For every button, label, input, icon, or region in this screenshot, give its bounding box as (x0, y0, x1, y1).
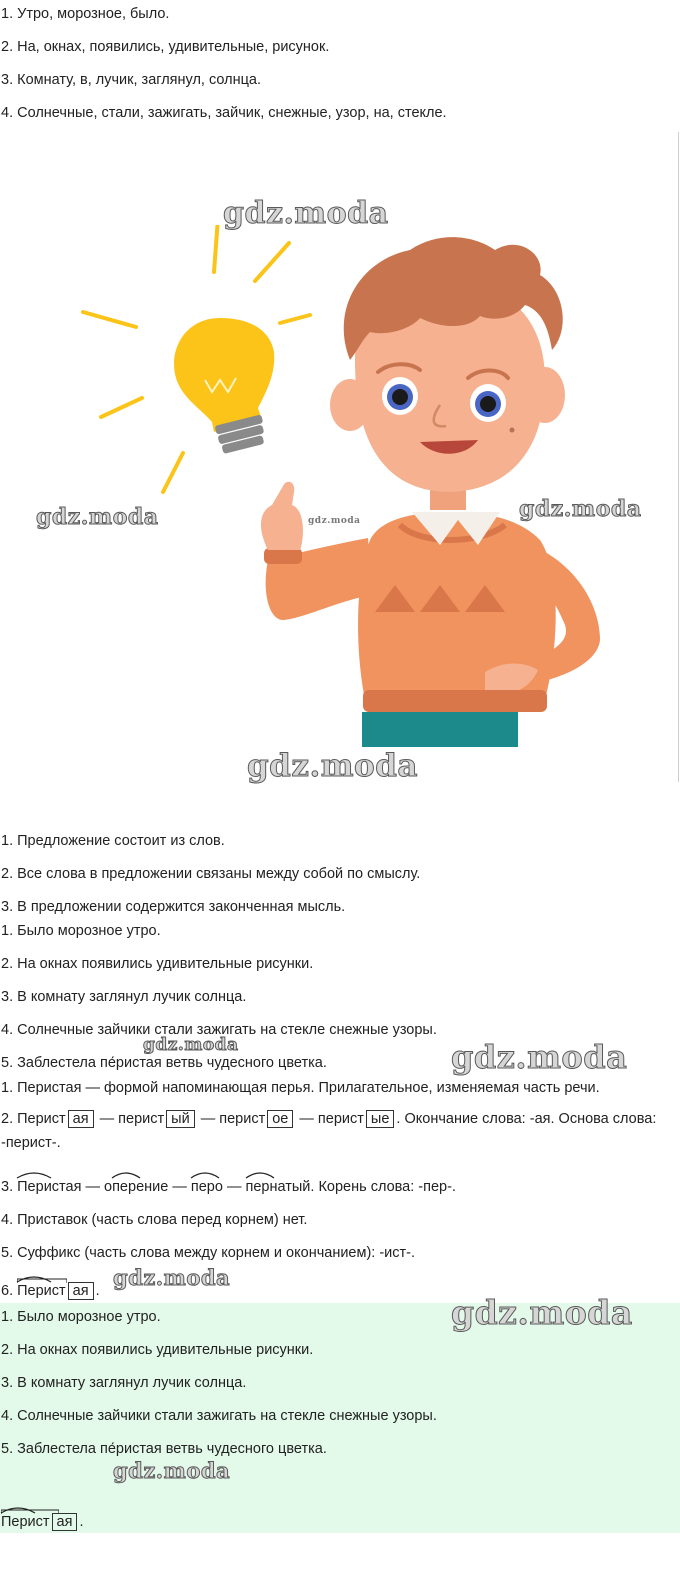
right-border-line (678, 132, 679, 782)
ending-box: ая (68, 1282, 94, 1300)
analysis-line-endings: 2. Перист ая — перист ый — перист ое — перист ые . Окончание слова: -ая. Основа слова: -перист-. (1, 1111, 657, 1151)
lightbulb-icon (174, 318, 274, 432)
analysis-line: 5. Суффикс (часть слова между корнем и окончанием): -ист-. (1, 1245, 416, 1261)
list-item: 2. На, окнах, появились, удивительные, рисунок. (1, 39, 330, 55)
watermark: gdz.moda (451, 1293, 633, 1332)
watermark: gdz.moda (36, 504, 159, 530)
watermark: gdz.moda (519, 496, 642, 522)
stem-mark: Перист (17, 1283, 66, 1299)
stem-mark: Перист (1, 1514, 50, 1530)
watermark: gdz.moda (247, 748, 418, 784)
answer-word-morphemes: Перист ая . (1, 1513, 84, 1531)
root-mark: пер (245, 1179, 270, 1195)
analysis-line-morphemes: 6. Перист ая . (1, 1282, 100, 1300)
ending-box: ые (366, 1110, 395, 1128)
list-item: 4. Солнечные зайчики стали зажигать на стекле снежные узоры. (1, 1022, 437, 1038)
root-mark: пер (112, 1179, 137, 1195)
analysis-line: 4. Приставок (часть слова перед корнем) нет. (1, 1212, 308, 1228)
list-item: 3. В предложении содержится законченная мысль. (1, 899, 346, 915)
root-mark: Пер (17, 1179, 44, 1195)
list-item: 1. Было морозное утро. (1, 1309, 161, 1325)
list-item: 2. Все слова в предложении связаны между собой по смыслу. (1, 866, 421, 882)
watermark: gdz.moda (113, 1458, 231, 1483)
list-item: 2. На окнах появились удивительные рисунки. (1, 956, 314, 972)
watermark: gdz.moda (451, 1038, 628, 1076)
list-item: 3. В комнату заглянул лучик солнца. (1, 1375, 247, 1391)
list-item: 2. На окнах появились удивительные рисунки. (1, 1342, 314, 1358)
ending-box: ое (267, 1110, 293, 1128)
analysis-line: 1. Перистая — формой напоминающая перья. Прилагательное, изменяемая часть речи. (1, 1080, 600, 1096)
boy-lightbulb-illustration (70, 225, 630, 747)
watermark: gdz.moda (223, 196, 389, 231)
watermark: gdz.moda (143, 1035, 239, 1055)
analysis-line-roots: 3. Перистая — о перение — перо — пернатый. Корень слова: -пер-. (1, 1178, 456, 1196)
list-item: 1. Было морозное утро. (1, 923, 161, 939)
watermark: gdz.moda (113, 1265, 231, 1290)
list-item: 3. В комнату заглянул лучик солнца. (1, 989, 247, 1005)
list-item: 3. Комнату, в, лучик, заглянул, солнца. (1, 72, 262, 88)
list-item: 5. Заблестела пе́ристая ветвь чудесного цветка. (1, 1441, 327, 1457)
root-mark: пер (190, 1179, 215, 1195)
ending-box: ая (52, 1513, 78, 1531)
ending-box: ая (68, 1110, 94, 1128)
list-item: 4. Солнечные, стали, зажигать, зайчик, снежные, узор, на, стекле. (1, 105, 447, 121)
ending-box: ый (166, 1110, 195, 1128)
list-item: 1. Предложение состоит из слов. (1, 833, 225, 849)
list-item: 1. Утро, морозное, было. (1, 6, 170, 22)
list-item: 5. Заблестела пе́ристая ветвь чудесного цветка. (1, 1055, 327, 1071)
list-item: 4. Солнечные зайчики стали зажигать на стекле снежные узоры. (1, 1408, 437, 1424)
watermark: gdz.moda (308, 516, 361, 526)
